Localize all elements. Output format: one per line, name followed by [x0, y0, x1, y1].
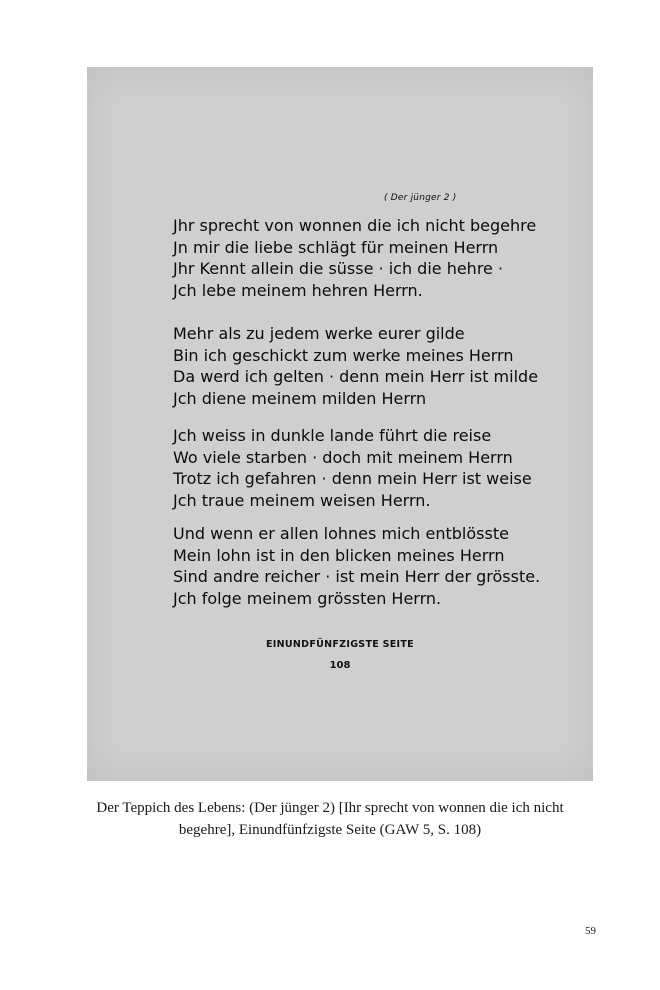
poem-line: Jch folge meinem grössten Herrn.: [173, 588, 442, 608]
poem-line: Bin ich geschickt zum werke meines Herrn: [173, 345, 514, 365]
poem-line: Jhr sprecht von wonnen die ich nicht begehre: [173, 216, 537, 235]
poem-line: Trotz ich gefahren · denn mein Herr ist weise: [173, 469, 532, 488]
stanza-3: [173, 425, 532, 511]
poem-subtitle: ( Der jünger 2 ): [384, 193, 457, 203]
poem-line: Mehr als zu jedem werke eurer gilde: [173, 324, 465, 343]
poem-line: Jch traue meinem weisen Herrn.: [173, 490, 431, 510]
poem-line: Jn mir die liebe schlägt für meinen Herrn: [173, 237, 499, 257]
figure-caption: Der Teppich des Lebens: (Der jünger 2) [Ihr sprecht von wonnen die ich nicht begehre], Einundfünfzigste Seite (GAW 5, S. 108): [96, 800, 564, 838]
poem-line: Mein lohn ist in den blicken meines Herrn: [173, 545, 505, 565]
poem-line: Wo viele starben · doch mit meinem Herrn: [173, 447, 513, 467]
facsimile-page-number: 108: [329, 660, 351, 671]
poem-line: Sind andre reicher · ist mein Herr der grösste.: [173, 567, 541, 586]
page-number: 59: [585, 925, 596, 937]
stanza-1: [173, 215, 536, 301]
stanza-4: [173, 523, 540, 609]
poem-line: Und wenn er allen lohnes mich entblösste: [173, 524, 509, 543]
poem-line: Jhr Kennt allein die süsse · ich die hehre ·: [173, 259, 504, 278]
manuscript-facsimile: [87, 67, 593, 781]
poem-line: Jch weiss in dunkle lande führt die reise: [173, 426, 492, 445]
poem-line: Jch lebe meinem hehren Herrn.: [173, 280, 423, 300]
stanza-2: [173, 323, 538, 409]
poem-line: Da werd ich gelten · denn mein Herr ist milde: [173, 367, 539, 386]
poem-line: Jch diene meinem milden Herrn: [173, 388, 427, 408]
section-title: EINUNDFÜNFZIGSTE SEITE: [266, 639, 414, 650]
